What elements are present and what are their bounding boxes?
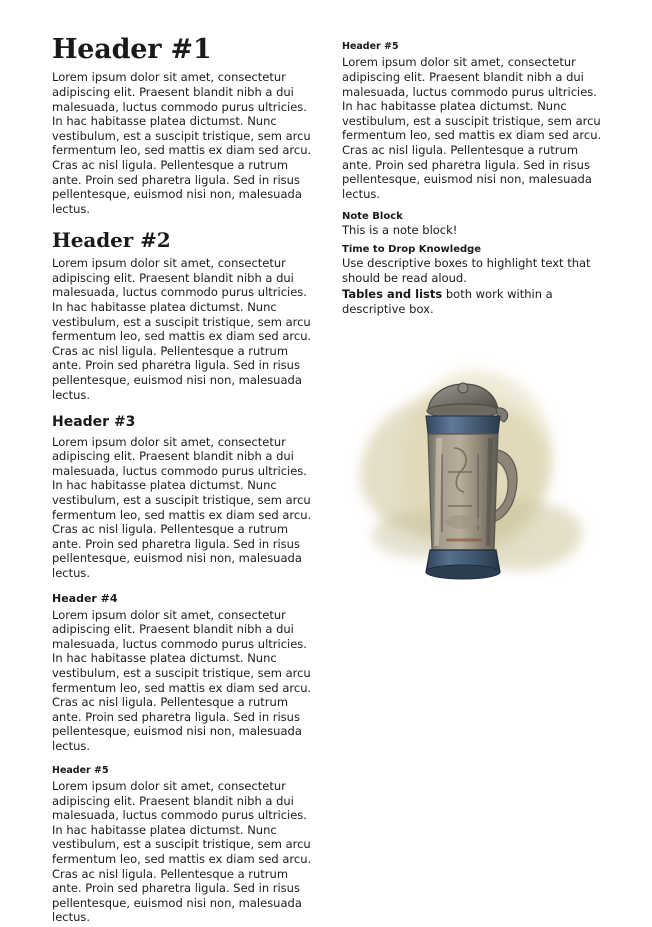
- descriptive-box-text-2: [342, 287, 604, 316]
- heading-5: Header #5: [52, 764, 109, 776]
- heading-2: Header #2: [52, 228, 171, 253]
- paragraph-3: Lorem ipsum dolor sit amet, consectetur adipiscing elit. Praesent blandit nibh a dui malesuada, luctus commodo purus ultricies. In hac habitasse platea dictumst. Nunc vestibulum, est a suscipit tristique, sem arcu fermentum leo, sed mattis ex diam sed arcu. Cras ac nisl ligula. Pellentesque a rutrum ante. Proin sed pharetra ligula. Sed in risus pellentesque, euismod nisi non, malesuada lectus.: [52, 434, 312, 580]
- right-paragraph: Lorem ipsum dolor sit amet, consectetur adipiscing elit. Praesent blandit nibh a dui malesuada, luctus commodo purus ultricies. In hac habitasse platea dictumst. Nunc vestibulum, est a suscipit tristique, sem arcu fermentum leo, sed mattis ex diam sed arcu. Cras ac nisl ligula. Pellentesque a rutrum ante. Proin sed pharetra ligula. Sed in risus pellentesque, euismod nisi non, malesuada lectus.: [342, 55, 602, 201]
- left-column: [52, 36, 314, 927]
- paragraph-5: Lorem ipsum dolor sit amet, consectetur adipiscing elit. Praesent blandit nibh a dui malesuada, luctus commodo purus ultricies. In hac habitasse platea dictumst. Nunc vestibulum, est a suscipit tristique, sem arcu fermentum leo, sed mattis ex diam sed arcu. Cras ac nisl ligula. Pellentesque a rutrum ante. Proin sed pharetra ligula. Sed in risus pellentesque, euismod nisi non, malesuada lectus.: [52, 779, 312, 925]
- heading-1: Header #1: [52, 34, 212, 65]
- descriptive-box-text: Use descriptive boxes to highlight text that should be read aloud.: [342, 255, 591, 285]
- paragraph-4: Lorem ipsum dolor sit amet, consectetur adipiscing elit. Praesent blandit nibh a dui malesuada, luctus commodo purus ultricies. In hac habitasse platea dictumst. Nunc vestibulum, est a suscipit tristique, sem arcu fermentum leo, sed mattis ex diam sed arcu. Cras ac nisl ligula. Pellentesque a rutrum ante. Proin sed pharetra ligula. Sed in risus pellentesque, euismod nisi non, malesuada lectus.: [52, 607, 312, 753]
- beer-stein-icon: [408, 372, 526, 590]
- note-block-title: Note Block: [342, 211, 403, 223]
- heading-4: Header #4: [52, 591, 118, 605]
- paragraph-2: Lorem ipsum dolor sit amet, consectetur adipiscing elit. Praesent blandit nibh a dui malesuada, luctus commodo purus ultricies. In hac habitasse platea dictumst. Nunc vestibulum, est a suscipit tristique, sem arcu fermentum leo, sed mattis ex diam sed arcu. Cras ac nisl ligula. Pellentesque a rutrum ante. Proin sed pharetra ligula. Sed in risus pellentesque, euismod nisi non, malesuada lectus.: [52, 256, 312, 402]
- descriptive-box-title: Time to Drop Knowledge: [342, 243, 482, 255]
- descriptive-box-bold-lead: Tables and lists: [342, 287, 443, 302]
- heading-3: Header #3: [52, 414, 136, 431]
- two-column-layout: [52, 36, 624, 927]
- illustration-container: [342, 350, 604, 630]
- right-column: [342, 36, 604, 630]
- paragraph-1: Lorem ipsum dolor sit amet, consectetur adipiscing elit. Praesent blandit nibh a dui malesuada, luctus commodo purus ultricies. In hac habitasse platea dictumst. Nunc vestibulum, est a suscipit tristique, sem arcu fermentum leo, sed mattis ex diam sed arcu. Cras ac nisl ligula. Pellentesque a rutrum ante. Proin sed pharetra ligula. Sed in risus pellentesque, euismod nisi non, malesuada lectus.: [52, 70, 312, 216]
- right-heading-5: Header #5: [342, 41, 399, 52]
- note-block-text: This is a note block!: [342, 223, 458, 238]
- descriptive-box-text-rest: both work within a descriptive box.: [342, 287, 553, 316]
